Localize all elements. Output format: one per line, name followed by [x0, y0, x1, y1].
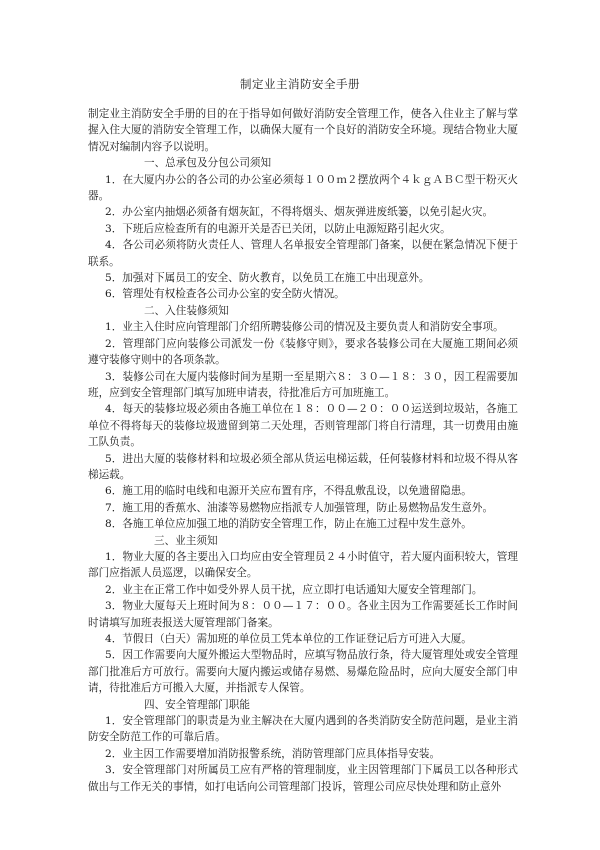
- section-item: 5．进出大厦的装修材料和垃圾必须全部从货运电梯运载，任何装修材料和垃圾不得从客梯运载。: [88, 452, 518, 481]
- section-item: 4．节假日（白天）需加班的单位员工凭本单位的工作证登记后方可进入大厦。: [104, 633, 472, 645]
- section-3: [88, 533, 518, 697]
- section-item: 3．下班后应检查所有的电源开关是否已关闭，以防止电源短路引起火灾。: [104, 222, 451, 235]
- section-item: 7．施工用的香蕉水、油漆等易燃物应指派专人加强管理，防止易燃物品发生意外。: [104, 501, 494, 514]
- section-heading: 二、入住装修须知: [144, 304, 229, 317]
- section-item: 2．业主因工作需要增加消防报警系统，消防管理部门应具体指导安装。: [104, 747, 441, 760]
- section-item: 5．加强对下属员工的安全、防火教育，以免员工在施工中出现意外。: [104, 272, 430, 285]
- section-item: 2．业主在正常工作中如受外界人员干扰，应立即打电话通知大厦安全管理部门。: [104, 583, 483, 596]
- section-item: 5．因工作需要向大厦外搬运大型物品时，应填写物品放行条，待大厦管理处或安全管理部门批准后方可放行。需要向大厦内搬运或储存易燃、易爆危险品时，应向大厦安全部门申请，待批准后方可搬入大厦，并指派专人保管。: [88, 649, 518, 695]
- intro-paragraph: 制定业主消防安全手册的目的在于指导如何做好消防安全管理工作，使各入住业主了解与掌握入住大厦的消防安全管理工作，以确保大厦有一个良好的消防安全环境。现结合物业大厦情况对编制内容予以说明。: [88, 108, 518, 153]
- section-item: 8．各施工单位应加强工地的消防安全管理工作，防止在施工过程中发生意外。: [104, 518, 472, 531]
- section-item: 2．管理部门应向装修公司派发一份《装修守则》，要求各装修公司在大厦施工期间必须遵守装修守则中的各项条款。: [88, 337, 518, 367]
- section-item: 3．安全管理部门对所属员工应有严格的管理制度，业主因管理部门下属员工以各种形式做出与工作无关的事情，如打电话向公司管理部门投诉，管理公司应尽快处理和防止意外: [88, 764, 518, 793]
- section-item: 1．安全管理部门的职责是为业主解决在大厦内遇到的各类消防安全防范问题，是业主消防安全防范工作的可靠后盾。: [88, 715, 518, 744]
- section-item: 3．装修公司在大厦内装修时间为星期一至星期六８：３０—１８：３０，因工程需要加班，应到安全管理部门填写加班申请表，待批准后方可加班施工。: [88, 370, 518, 399]
- page-title: 制定业主消防安全手册: [240, 77, 360, 91]
- section-item: 1．在大厦内办公的各公司的办公室必须每１００ｍ２摆放两个４ｋｇＡＢＣ型干粉灭火器。: [88, 173, 518, 203]
- section-item: 1．业主入住时应向管理部门介绍所聘装修公司的情况及主要负责人和消防安全事项。: [104, 321, 504, 334]
- section-2: [88, 303, 518, 533]
- section-item: 6．管理处有权检查各公司办公室的安全防火情况。: [104, 288, 345, 301]
- section-heading: 一、总承包及分包公司须知: [144, 157, 272, 170]
- section-item: 4．各公司必须将防火责任人、管理人名单报安全管理部门备案，以便在紧急情况下便于联系。: [88, 239, 518, 268]
- section-1: [88, 155, 518, 303]
- section-item: 2．办公室内抽烟必须备有烟灰缸，不得将烟头、烟灰弹进废纸篓，以免引起火灾。: [104, 206, 494, 219]
- section-item: 4．每天的装修垃圾必须由各施工单位在１８：００—２０：００运送到垃圾站，各施工单位不得将每天的装修垃圾遗留到第二天处理，否则管理部门将自行清理，其一切费用由施工队负责。: [88, 403, 518, 449]
- section-item: 1．物业大厦的各主要出入口均应由安全管理员２４小时值守，若大厦内面积较大，管理部门应指派人员巡逻，以确保安全。: [88, 550, 518, 580]
- section-heading: 三、业主须知: [154, 534, 218, 547]
- section-item: 6．施工用的临时电线和电源开关应布置有序，不得乱敷乱设，以免遗留隐患。: [104, 485, 472, 498]
- section-heading: 四、安全管理部门职能: [144, 698, 250, 711]
- section-item: 3．物业大厦每天上班时间为８：００—１７：００。各业主因为工作需要延长工作时间时请填写加班表报送大厦管理部门备案。: [88, 600, 518, 629]
- document-body: [88, 106, 518, 795]
- section-4: [88, 697, 518, 795]
